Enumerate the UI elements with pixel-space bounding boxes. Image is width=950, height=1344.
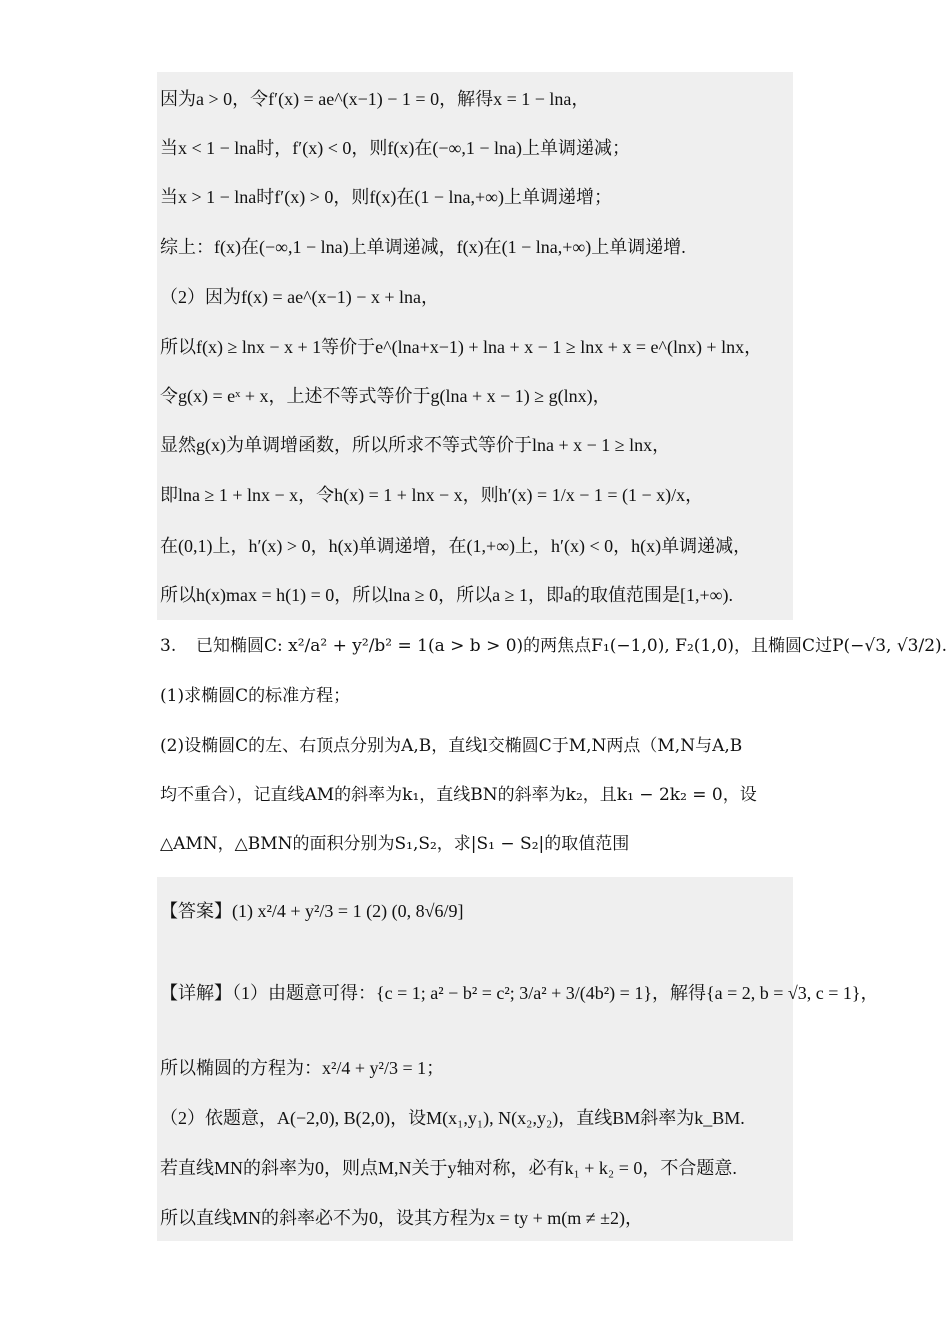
question-2-line: (2)设椭圆C的左、右顶点分别为A,B，直线l交椭圆C于M,N两点（M,N与A,B bbox=[160, 736, 743, 756]
question-2-line: 均不重合），记直线AM的斜率为k₁，直线BN的斜率为k₂，且k₁ − 2k₂ = 0，设 bbox=[160, 785, 757, 805]
solution-line: 当x > 1 − lna时f′(x) > 0，则f(x)在(1 − lna,+∞)上单调递增； bbox=[160, 187, 612, 207]
solution-line: 所以椭圆的方程为：x²/4 + y²/3 = 1； bbox=[160, 1058, 445, 1078]
problem-number: 3. bbox=[160, 636, 177, 656]
question-1: (1)求椭圆C的标准方程； bbox=[160, 686, 351, 706]
solution-line: 所以h(x)max = h(1) = 0，所以lna ≥ 0，所以a ≥ 1，即a的取值范围是[1,+∞). bbox=[160, 585, 733, 605]
solution-line: 因为a > 0，令f′(x) = ae^(x−1) − 1 = 0，解得x = 1 − lna， bbox=[160, 89, 590, 109]
solution-line: 显然g(x)为单调增函数，所以所求不等式等价于lna + x − 1 ≥ lnx， bbox=[160, 435, 671, 455]
question-2-line: △AMN，△BMN的面积分别为S₁,S₂，求|S₁ − S₂|的取值范围 bbox=[160, 834, 630, 854]
problem-statement bbox=[160, 633, 948, 659]
problem-text: 已知椭圆C: x²/a² + y²/b² = 1(a > b > 0)的两焦点F₁(−1,0), F₂(1,0)，且椭圆C过P(−√3, √3/2). bbox=[196, 636, 948, 656]
solution-line: （2）依题意，A(−2,0), B(2,0)，设M(x₁,y₁), N(x₂,y₂)，直线BM斜率为k_BM. bbox=[160, 1108, 745, 1128]
solution-line: 当x < 1 − lna时，f′(x) < 0，则f(x)在(−∞,1 − lna)上单调递减； bbox=[160, 138, 630, 158]
solution-line: 令g(x) = eˣ + x，上述不等式等价于g(lna + x − 1) ≥ g(lnx)， bbox=[160, 386, 611, 406]
solution-line: 若直线MN的斜率为0，则点M,N关于y轴对称，必有k₁ + k₂ = 0，不合题意. bbox=[160, 1158, 737, 1178]
solution-line: 综上：f(x)在(−∞,1 − lna)上单调递减，f(x)在(1 − lna,+∞)上单调递增. bbox=[160, 237, 686, 257]
detail-line: 【详解】（1）由题意可得：{c = 1; a² − b² = c²; 3/a² + 3/(4b²) = 1}，解得{a = 2, b = √3, c = 1}， bbox=[160, 983, 879, 1003]
solution-line: 即lna ≥ 1 + lnx − x，令h(x) = 1 + lnx − x，则h′(x) = 1/x − 1 = (1 − x)/x， bbox=[160, 485, 704, 505]
solution-line: 所以直线MN的斜率必不为0，设其方程为x = ty + m(m ≠ ±2)， bbox=[160, 1208, 644, 1228]
solution-line: （2）因为f(x) = ae^(x−1) − x + lna， bbox=[160, 287, 439, 307]
solution-line: 在(0,1)上，h′(x) > 0，h(x)单调递增，在(1,+∞)上，h′(x) < 0，h(x)单调递减， bbox=[160, 536, 752, 556]
answer-line: 【答案】(1) x²/4 + y²/3 = 1 (2) (0, 8√6/9] bbox=[160, 901, 464, 921]
solution-line: 所以f(x) ≥ lnx − x + 1等价于e^(lna+x−1) + lna + x − 1 ≥ lnx + x = e^(lnx) + lnx， bbox=[160, 337, 763, 357]
